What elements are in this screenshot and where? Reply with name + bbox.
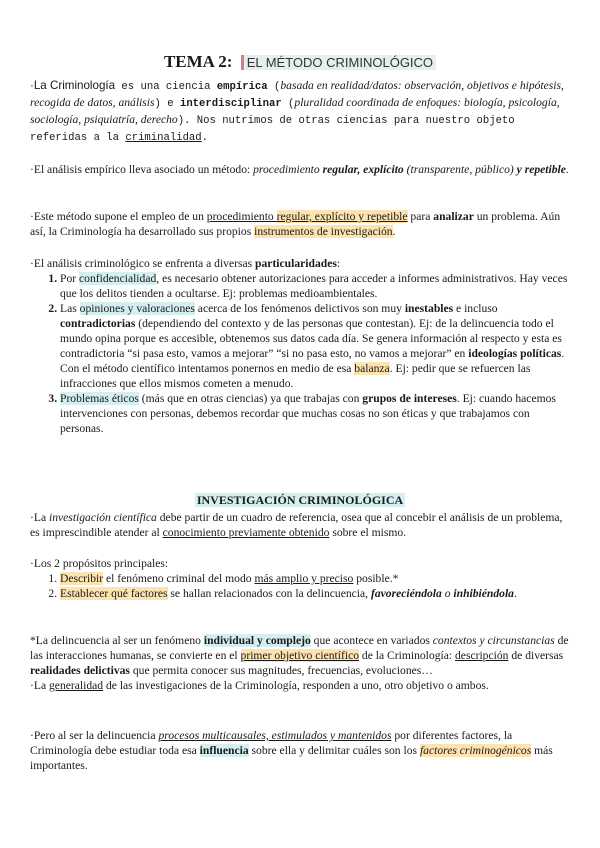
title-subtitle: EL MÉTODO CRIMINOLÓGICO [241,55,436,70]
paragraph-generality: ·La generalidad de las investigaciones de la Criminología, responden a uno, otro objetivo o ambos. [30,679,489,692]
purposes-list [30,571,572,601]
title-tema: TEMA 2: [163,52,233,71]
paragraph-particularities [30,256,572,436]
paragraph-scientific-research: ·La investigación científica debe partir de un cuadro de referencia, osea que al concebir el análisis de un problema, es imprescindible atender al conocimiento previamente obtenido sobre el mismo. [30,511,563,539]
page-title [0,52,600,72]
paragraph-multicausal: ·Pero al ser la delincuencia procesos multicausales, estimulados y mantenidos por diferentes factores, la Criminología debe estudiar toda esa influencia sobre ella y delimitar cuáles son los factores criminogénicos más importantes. [30,729,553,772]
purposes-intro: ·Los 2 propósitos principales: [30,557,169,570]
paragraph-definition: ·La Criminología es una ciencia empírica (basada en realidad/datos: observación, objetivos e hipótesis, recogida de datos, análisis) e interdisciplinar (pluralidad coordinada de enfoques: biología, psicología, sociología, psiquiatría, derecho). Nos nutrimos de otras ciencias para nuestro objeto referidas a la criminalidad. [30,79,564,144]
particularities-intro: ·El análisis criminológico se enfrenta a diversas particularidades: [30,257,341,270]
paragraph-method-usage: ·Este método supone el empleo de un procedimiento regular, explícito y repetible para analizar un problema. Aún así, la Criminología ha desarrollado sus propios instrumentos de investigación. [30,210,561,238]
list-item: 1. Describir el fenómeno criminal del modo más amplio y preciso posible.* [60,571,572,586]
paragraph-empirical-method: ·El análisis empírico lleva asociado un método: procedimiento regular, explícito (transparente, público) y repetible. [30,163,569,176]
list-item: 2. Las opiniones y valoraciones acerca de los fenómenos delictivos son muy inestables e incluso contradictorias (dependiendo del contexto y de las personas que contestan). Ej: de la delincuencia todo el mundo opina porque es accesible, obtenemos sus datos cada día. Se genera información al respecto y esta es contradictoria “si pasa esto, vamos a mejorar” “si no pasa esto, no vamos a mejorar” en ideologías políticas. Con el método científico intentamos ponernos en medio de esa balanza. Ej: pedir que se refuercen las infracciones que ellos mismos cometen a menudo. [60,301,572,391]
list-item: 1. Por confidencialidad, es necesario obtener autorizaciones para acceder a informes administrativos. Hay veces que los delitos tienden a ocultarse. Ej: problemas medioambientales. [60,271,572,301]
list-item: 3. Problemas éticos (más que en otras ciencias) ya que trabajas con grupos de intereses. Ej: cuando hacemos intervenciones con personas, debemos recordar que muchas cosas no son éticas y que trabajamos con personas. [60,391,572,436]
paragraph-delinquency: *La delincuencia al ser un fenómeno individual y complejo que acontece en variados contextos y circunstancias de las interacciones humanas, se convierte en el primer objetivo científico de la Criminología: descripción de diversas realidades delictivas que permita conocer sus magnitudes, frecuencias, evoluciones… ·La generalidad de las investigaciones de la Criminología, responden a uno, otro objetivo o ambos. [30,633,572,693]
list-item: 2. Establecer qué factores se hallan relacionados con la delincuencia, favoreciéndola o inhibiéndola. [60,586,572,601]
section-heading: INVESTIGACIÓN CRIMINOLÓGICA [196,493,404,507]
paragraph-purposes [30,556,572,601]
particularities-list [30,271,572,436]
